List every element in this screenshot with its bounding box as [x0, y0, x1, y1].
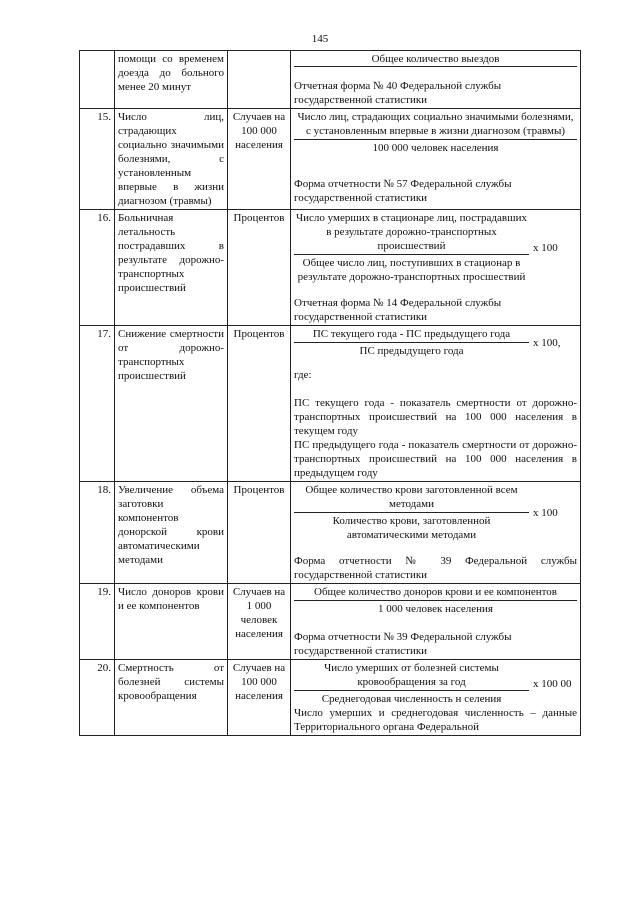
unit-of-measure: Процентов: [228, 210, 291, 326]
data-source: Отчетная форма № 40 Федеральной службы государственной статистики: [294, 80, 502, 106]
unit-of-measure: Процентов: [228, 482, 291, 584]
indicator-name: помощи со временем доезда до больного менее 20 минут: [115, 51, 228, 109]
formula-cell: [291, 109, 581, 210]
formula-multiplier: x 100 00: [533, 677, 572, 690]
row-number: 17.: [80, 326, 115, 482]
data-source: Форма отчетности № 39 Федеральной службы государственной статистики: [294, 631, 512, 657]
indicator-name: Снижение смертности от дорожно-транспортных происшествий: [115, 326, 228, 482]
data-note: Число умерших и среднегодовая численность – данные Территориального органа Федеральной: [294, 707, 577, 733]
formula-numerator: Общее количество крови заготовленной всем методами: [294, 483, 529, 513]
formula-denominator: 100 000 человек населения: [372, 142, 499, 154]
formula-numerator: Число умерших в стационаре лиц, пострадавших в результате дорожно-транспортных происшествий: [294, 211, 529, 255]
table-row: [80, 109, 581, 210]
table-row: [80, 326, 581, 482]
row-number: 18.: [80, 482, 115, 584]
row-number: 15.: [80, 109, 115, 210]
fraction: [294, 211, 577, 284]
data-source: Форма отчетности № 57 Федеральной службы государственной статистики: [294, 178, 512, 204]
data-source: Отчетная форма № 14 Федеральной службы государственной статистики: [294, 297, 502, 323]
row-number: [80, 51, 115, 109]
row-number: 16.: [80, 210, 115, 326]
fraction: [294, 327, 577, 358]
indicator-name: Число доноров крови и ее компонентов: [115, 584, 228, 660]
formula-cell: [291, 482, 581, 584]
formula-cell: [291, 660, 581, 736]
unit-of-measure: Процентов: [228, 326, 291, 482]
formula-denominator: Количество крови, заготовленной автоматическими методами: [332, 515, 491, 541]
formula-numerator: Число умерших от болезней системы кровообращения за год: [294, 661, 529, 691]
formula-multiplier: x 100,: [533, 336, 561, 349]
indicator-name: Число лиц, страдающих социально значимыми болезнями, с установленным впервые в жизни диагнозом (травмы): [115, 109, 228, 210]
unit-of-measure: Случаев на 1 000 человек населения: [228, 584, 291, 660]
indicator-name: Увеличение объема заготовки компонентов донорской крови автоматическими методами: [115, 482, 228, 584]
where-label: где:: [294, 369, 312, 381]
unit-of-measure: [228, 51, 291, 109]
fraction: [294, 110, 577, 155]
indicators-table: [79, 50, 581, 736]
table-row: [80, 51, 581, 109]
formula-numerator: Общее количество доноров крови и ее компонентов: [294, 585, 577, 601]
table-row: [80, 482, 581, 584]
fraction: [294, 661, 577, 706]
table-row: [80, 584, 581, 660]
formula-denominator: ПС предыдущего года: [359, 345, 464, 357]
fraction: [294, 483, 577, 542]
formula-multiplier: x 100: [533, 506, 558, 519]
definition-previous: ПС предыдущего года - показатель смертности от дорожно-транспортных происшествий на 100 000 населения в предыдущем году: [294, 439, 577, 479]
formula-denominator: Среднегодовая численность н селения: [321, 693, 502, 705]
formula-numerator: Число лиц, страдающих социально значимыми болезнями, с установленным впервые в жизни диагнозом (травмы): [294, 110, 577, 140]
formula-denominator: Общее число лиц, поступивших в стационар в результате дорожно-транспортных просшествий: [297, 257, 526, 283]
formula-cell: [291, 584, 581, 660]
formula-denominator: Общее количество выездов: [294, 52, 577, 67]
formula-multiplier: x 100: [533, 241, 558, 254]
formula-cell: [291, 51, 581, 109]
indicator-name: Больничная летальность пострадавших в результате дорожно-транспортных происшествий: [115, 210, 228, 326]
formula-numerator: ПС текущего года - ПС предыдущего года: [294, 327, 529, 343]
row-number: 19.: [80, 584, 115, 660]
formula-denominator: 1 000 человек населения: [378, 603, 493, 615]
fraction: [294, 585, 577, 616]
indicator-name: Смертность от болезней системы кровообращения: [115, 660, 228, 736]
definition-current: ПС текущего года - показатель смертности от дорожно-транспортных происшествий на 100 000 населения в текущем году: [294, 397, 577, 437]
row-number: 20.: [80, 660, 115, 736]
formula-cell: [291, 326, 581, 482]
unit-of-measure: Случаев на 100 000 населения: [228, 660, 291, 736]
page-number: 145: [311, 33, 329, 45]
table-row: [80, 210, 581, 326]
unit-of-measure: Случаев на 100 000 населения: [228, 109, 291, 210]
table-row: [80, 660, 581, 736]
data-source: Форма отчетности № 39 Федеральной службы государственной статистики: [294, 555, 577, 581]
formula-cell: [291, 210, 581, 326]
